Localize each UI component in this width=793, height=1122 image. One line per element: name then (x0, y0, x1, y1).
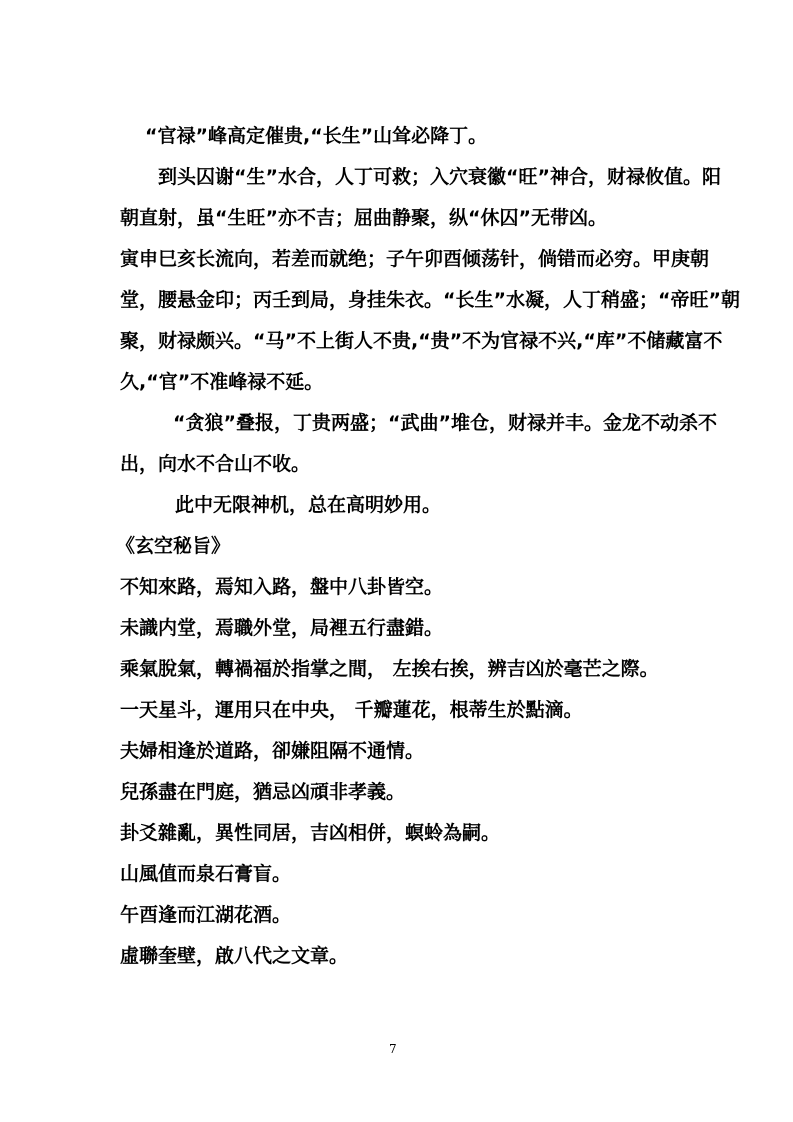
paragraph-line: 寅申巳亥长流向，若差而就绝；子午卯酉倾荡针，倘错而必穷。甲庚朝 (120, 248, 710, 270)
paragraph-line: 夫婦相逢於道路，卻嫌阻隔不通情。 (120, 740, 425, 762)
paragraph-line: “贪狼”叠报，丁贵两盛；“武曲”堆仓，财禄并丰。金龙不动杀不 (173, 412, 717, 434)
paragraph-line: 午酉逢而江湖花酒。 (120, 904, 292, 926)
paragraph-line: 堂，腰悬金印；丙壬到局，身挂朱衣。“长生”水凝，人丁稍盛；“帝旺”朝 (120, 289, 740, 311)
paragraph-line: 山風值而泉石膏盲。 (120, 863, 292, 885)
paragraph-line: 不知來路，焉知入路，盤中八卦皆空。 (120, 576, 444, 598)
paragraph-line: 卦爻雜亂，異性同居，吉凶相併，螟蛉為嗣。 (120, 822, 501, 844)
paragraph-line: 聚，财禄颇兴。“马”不上街人不贵,“贵”不为官禄不兴,“库”不储藏富不 (120, 330, 723, 352)
paragraph-line: 出，向水不合山不收。 (120, 453, 311, 475)
paragraph-line: 未識内堂，焉職外堂，局裡五行盡錯。 (120, 617, 444, 639)
paragraph-line: 到头囚谢“生”水合，人丁可救；入穴衰徽“旺”神合，财禄攸值。阳 (158, 166, 721, 188)
paragraph-line: 朝直射，虽“生旺”亦不吉；屈曲静聚，纵“休囚”无带凶。 (120, 207, 607, 229)
paragraph-line: 虛聯奎壁，啟八代之文章。 (120, 945, 349, 967)
paragraph-line: 此中无限神机，总在高明妙用。 (175, 494, 442, 516)
paragraph-line: 一天星斗，運用只在中央， 千瓣蓮花，根蒂生於點滴。 (120, 699, 583, 721)
paragraph-line: 乘氣脫氣，轉禍福於指掌之間， 左挨右挨，辨吉凶於毫芒之際。 (120, 658, 659, 680)
paragraph-line: 久,“官”不准峰禄不延。 (120, 371, 324, 393)
paragraph-line: 兒孫盡在門庭，猶忌凶頑非孝義。 (120, 781, 406, 803)
section-title: 《玄空秘旨》 (116, 535, 231, 557)
paragraph-line: “官禄”峰高定催贵,“长生”山耸必降丁。 (145, 125, 488, 147)
page-number: 7 (389, 1042, 397, 1056)
